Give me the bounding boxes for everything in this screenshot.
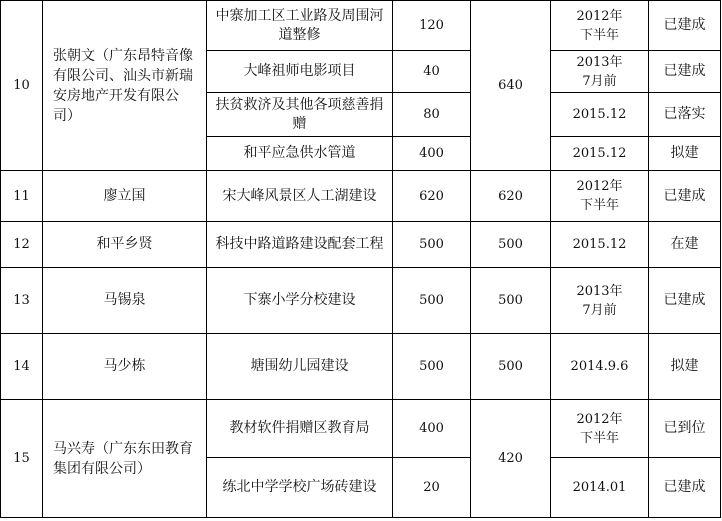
- donor-name: 张朝文（广东昂特音像有限公司、汕头市新瑞安房地产开发有限公司）: [43, 1, 207, 171]
- row-number: 11: [1, 171, 43, 222]
- time-line: 下半年: [579, 27, 619, 43]
- project-amount: 20: [393, 458, 471, 518]
- completion-time: [551, 51, 649, 93]
- time-line: 7月前: [582, 73, 617, 89]
- completion-time: 2015.12: [551, 137, 649, 171]
- total-amount: 500: [471, 268, 551, 334]
- total-amount: 500: [471, 334, 551, 400]
- status: 已落实: [649, 93, 721, 137]
- project-name: 科技中路道路建设配套工程: [207, 222, 393, 268]
- completion-time: [551, 400, 649, 458]
- status: 拟建: [649, 137, 721, 171]
- project-amount: 120: [393, 1, 471, 51]
- row-number: 15: [1, 400, 43, 518]
- completion-time: 2015.12: [551, 93, 649, 137]
- status: 已建成: [649, 458, 721, 518]
- project-name: 塘围幼儿园建设: [207, 334, 393, 400]
- row-number: 14: [1, 334, 43, 400]
- project-amount: 40: [393, 51, 471, 93]
- project-amount: 400: [393, 137, 471, 171]
- project-amount: 500: [393, 334, 471, 400]
- project-amount: 400: [393, 400, 471, 458]
- project-name: 练北中学学校广场砖建设: [207, 458, 393, 518]
- project-name: 中寨加工区工业路及周围河道整修: [207, 1, 393, 51]
- table-row: [1, 268, 721, 334]
- status: 已建成: [649, 1, 721, 51]
- row-number: 10: [1, 1, 43, 171]
- total-amount: 640: [471, 1, 551, 171]
- row-number: 13: [1, 268, 43, 334]
- time-line: 2012年: [576, 411, 623, 427]
- row-number: 12: [1, 222, 43, 268]
- donor-name: 和平乡贤: [43, 222, 207, 268]
- total-amount: 620: [471, 171, 551, 222]
- table-row: [1, 334, 721, 400]
- table-row: [1, 171, 721, 222]
- project-amount: 80: [393, 93, 471, 137]
- status: 拟建: [649, 334, 721, 400]
- project-amount: 500: [393, 268, 471, 334]
- time-line: 下半年: [579, 198, 619, 213]
- donor-name: 廖立国: [43, 171, 207, 222]
- status: 已到位: [649, 400, 721, 458]
- project-name: 下寨小学分校建设: [207, 268, 393, 334]
- total-amount: 420: [471, 400, 551, 518]
- completion-time: 2014.01: [551, 458, 649, 518]
- completion-time: [551, 268, 649, 334]
- table-row: [1, 1, 721, 51]
- project-name: 教材软件捐赠区教育局: [207, 400, 393, 458]
- status: 已建成: [649, 51, 721, 93]
- project-amount: 620: [393, 171, 471, 222]
- status: 已建成: [649, 171, 721, 222]
- project-name: 扶贫救济及其他各项慈善捐赠: [207, 93, 393, 137]
- completion-time: [551, 1, 649, 51]
- completion-time: 2014.9.6: [551, 334, 649, 400]
- donor-name: 马兴寿（广东东田教育集团有限公司）: [43, 400, 207, 518]
- total-amount: 500: [471, 222, 551, 268]
- donor-name: 马锡泉: [43, 268, 207, 334]
- project-name: 宋大峰风景区人工湖建设: [207, 171, 393, 222]
- project-name: 和平应急供水管道: [207, 137, 393, 171]
- project-amount: 500: [393, 222, 471, 268]
- donor-name: 马少栋: [43, 334, 207, 400]
- table-row: [1, 222, 721, 268]
- completion-time: 2015.12: [551, 222, 649, 268]
- table-row: [1, 400, 721, 458]
- completion-time: [551, 171, 649, 222]
- project-name: 大峰祖师电影项目: [207, 51, 393, 93]
- time-line: 下半年: [579, 430, 619, 446]
- time-line: 2012年: [576, 179, 623, 194]
- time-line: 7月前: [582, 302, 617, 318]
- time-line: 2013年: [576, 54, 623, 70]
- status: 在建: [649, 222, 721, 268]
- time-line: 2012年: [576, 8, 623, 24]
- status: 已建成: [649, 268, 721, 334]
- time-line: 2013年: [576, 283, 623, 299]
